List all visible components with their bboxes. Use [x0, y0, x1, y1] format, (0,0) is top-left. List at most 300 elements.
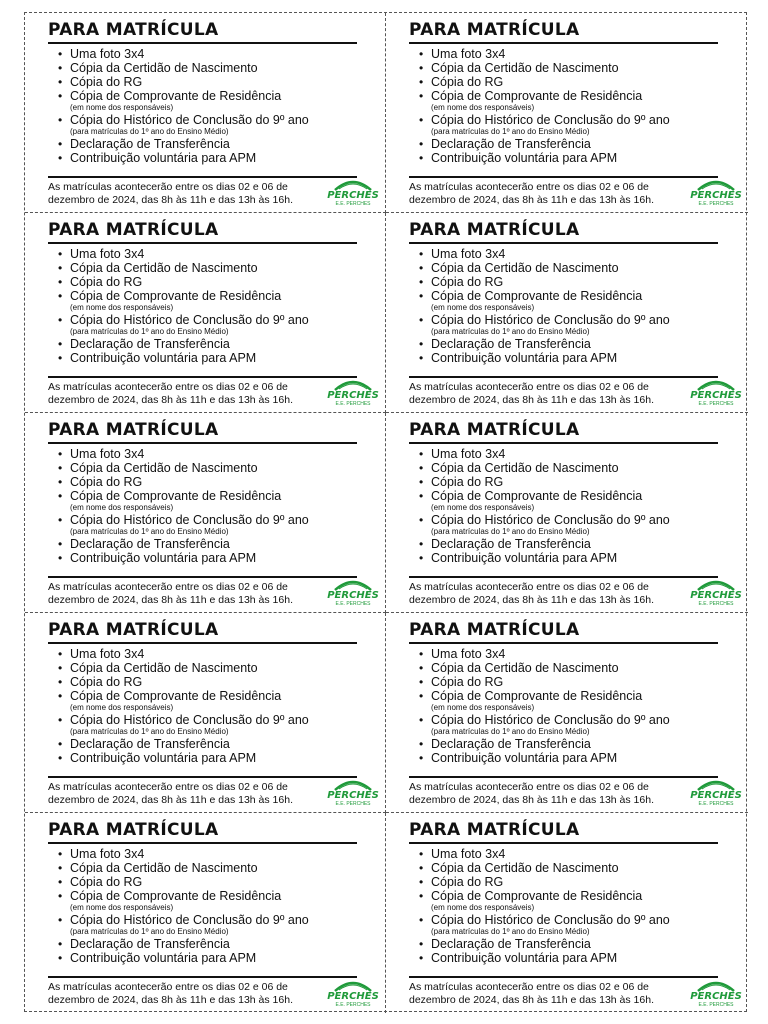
- requirement-label: Cópia da Certidão de Nascimento: [431, 861, 619, 875]
- logo-subtitle: E.E. PERCHES: [335, 601, 371, 607]
- card-title: PARA MATRÍCULA: [48, 620, 357, 644]
- requirement-label: Cópia da Certidão de Nascimento: [70, 61, 258, 75]
- requirement-label: Uma foto 3x4: [431, 47, 506, 61]
- enrollment-card: [25, 13, 386, 213]
- requirement-label: Cópia do RG: [70, 75, 143, 89]
- logo-subtitle: E.E. PERCHES: [698, 1002, 734, 1008]
- requirement-note: (para matrículas do 1º ano do Ensino Médio): [431, 327, 590, 336]
- requirement-label: Uma foto 3x4: [70, 47, 145, 61]
- bullet-icon: •: [58, 937, 63, 951]
- requirement-item: [48, 247, 373, 261]
- bullet-icon: •: [58, 713, 63, 727]
- enrollment-dates-text: As matrículas acontecerão entre os dias 02 e 06 de dezembro de 2024, das 8h às 11h e das 13h às 16h.: [48, 181, 293, 206]
- school-logo-icon: [327, 776, 379, 808]
- bullet-icon: •: [419, 713, 424, 727]
- bullet-icon: •: [58, 551, 63, 565]
- requirement-item: [409, 261, 736, 275]
- card-title: PARA MATRÍCULA: [48, 820, 357, 844]
- requirement-label: Cópia da Certidão de Nascimento: [431, 661, 619, 675]
- logo-subtitle: E.E. PERCHES: [698, 201, 734, 207]
- logo-text: PERCHES: [690, 190, 742, 201]
- bullet-icon: •: [419, 113, 424, 127]
- enrollment-dates-text: As matrículas acontecerão entre os dias 02 e 06 de dezembro de 2024, das 8h às 11h e das 13h às 16h.: [48, 781, 293, 806]
- bullet-icon: •: [58, 289, 63, 303]
- bullet-icon: •: [58, 475, 63, 489]
- bullet-icon: •: [58, 889, 63, 903]
- requirement-item: [48, 61, 373, 75]
- enrollment-dates: [48, 776, 357, 807]
- requirement-item: [409, 61, 736, 75]
- enrollment-dates: [409, 176, 718, 207]
- requirement-note: (para matrículas do 1º ano do Ensino Médio): [70, 127, 229, 136]
- requirement-item: [409, 675, 736, 689]
- requirements-list: [409, 447, 736, 565]
- enrollment-dates: [48, 376, 357, 407]
- bullet-icon: •: [419, 647, 424, 661]
- bullet-icon: •: [419, 313, 424, 327]
- enrollment-card: [386, 413, 748, 613]
- requirements-list: [409, 647, 736, 765]
- enrollment-dates: [409, 376, 718, 407]
- requirement-item: [409, 447, 736, 461]
- bullet-icon: •: [58, 513, 63, 527]
- requirement-item: [409, 913, 736, 936]
- requirement-item: [48, 847, 373, 861]
- requirement-item: [409, 137, 736, 151]
- requirement-label: Cópia da Certidão de Nascimento: [431, 461, 619, 475]
- requirement-item: [409, 751, 736, 765]
- enrollment-card: [25, 213, 386, 413]
- bullet-icon: •: [58, 647, 63, 661]
- requirement-note: (em nome dos responsáveis): [431, 703, 535, 712]
- requirement-label: Cópia de Comprovante de Residência: [431, 89, 643, 103]
- requirement-item: [48, 875, 373, 889]
- bullet-icon: •: [419, 513, 424, 527]
- bullet-icon: •: [419, 551, 424, 565]
- enrollment-card: [25, 413, 386, 613]
- requirement-label: Contribuição voluntária para APM: [70, 751, 257, 765]
- school-logo-icon: [690, 576, 742, 608]
- requirement-note: (para matrículas do 1º ano do Ensino Médio): [431, 127, 590, 136]
- requirement-label: Declaração de Transferência: [70, 737, 230, 751]
- bullet-icon: •: [58, 489, 63, 503]
- logo-subtitle: E.E. PERCHES: [335, 801, 371, 807]
- bullet-icon: •: [58, 337, 63, 351]
- requirement-label: Uma foto 3x4: [431, 447, 506, 461]
- requirement-item: [48, 737, 373, 751]
- bullet-icon: •: [58, 75, 63, 89]
- logo-text: PERCHES: [690, 390, 742, 401]
- requirement-label: Declaração de Transferência: [431, 937, 591, 951]
- requirement-item: [48, 647, 373, 661]
- bullet-icon: •: [419, 689, 424, 703]
- bullet-icon: •: [58, 447, 63, 461]
- requirement-label: Declaração de Transferência: [70, 937, 230, 951]
- enrollment-dates-text: As matrículas acontecerão entre os dias 02 e 06 de dezembro de 2024, das 8h às 11h e das 13h às 16h.: [409, 781, 654, 806]
- requirement-note: (em nome dos responsáveis): [70, 503, 174, 512]
- requirement-label: Declaração de Transferência: [431, 537, 591, 551]
- bullet-icon: •: [58, 689, 63, 703]
- logo-text: PERCHES: [327, 991, 379, 1002]
- requirements-list: [48, 247, 373, 365]
- requirement-item: [409, 847, 736, 861]
- logo-subtitle: E.E. PERCHES: [335, 1002, 371, 1008]
- bullet-icon: •: [58, 247, 63, 261]
- requirement-item: [48, 689, 373, 712]
- requirement-item: [48, 275, 373, 289]
- requirement-label: Uma foto 3x4: [431, 647, 506, 661]
- enrollment-card: [386, 613, 748, 813]
- requirement-label: Cópia da Certidão de Nascimento: [70, 261, 258, 275]
- requirement-label: Declaração de Transferência: [431, 737, 591, 751]
- requirement-note: (em nome dos responsáveis): [70, 103, 174, 112]
- requirement-label: Contribuição voluntária para APM: [431, 751, 618, 765]
- enrollment-dates: [48, 976, 357, 1007]
- requirements-list: [48, 47, 373, 165]
- requirement-label: Cópia do RG: [431, 675, 504, 689]
- logo-text: PERCHES: [690, 991, 742, 1002]
- bullet-icon: •: [419, 951, 424, 965]
- requirement-item: [409, 737, 736, 751]
- requirement-label: Declaração de Transferência: [70, 537, 230, 551]
- bullet-icon: •: [58, 461, 63, 475]
- bullet-icon: •: [419, 489, 424, 503]
- bullet-icon: •: [419, 847, 424, 861]
- bullet-icon: •: [419, 913, 424, 927]
- requirement-label: Cópia de Comprovante de Residência: [70, 289, 282, 303]
- bullet-icon: •: [419, 137, 424, 151]
- school-logo-icon: [327, 576, 379, 608]
- requirement-item: [48, 913, 373, 936]
- requirement-label: Cópia da Certidão de Nascimento: [431, 61, 619, 75]
- card-title: PARA MATRÍCULA: [409, 820, 718, 844]
- requirement-item: [409, 289, 736, 312]
- bullet-icon: •: [58, 137, 63, 151]
- requirement-note: (em nome dos responsáveis): [431, 303, 535, 312]
- requirement-label: Cópia do RG: [431, 875, 504, 889]
- requirement-label: Cópia da Certidão de Nascimento: [70, 661, 258, 675]
- requirement-label: Cópia do RG: [70, 675, 143, 689]
- requirement-item: [48, 351, 373, 365]
- requirement-label: Cópia de Comprovante de Residência: [70, 689, 282, 703]
- requirement-item: [409, 513, 736, 536]
- requirement-item: [409, 337, 736, 351]
- requirement-label: Cópia do Histórico de Conclusão do 9º ano: [431, 313, 670, 327]
- enrollment-dates-text: As matrículas acontecerão entre os dias 02 e 06 de dezembro de 2024, das 8h às 11h e das 13h às 16h.: [48, 581, 293, 606]
- requirement-label: Cópia do RG: [70, 875, 143, 889]
- requirement-note: (em nome dos responsáveis): [431, 903, 535, 912]
- bullet-icon: •: [419, 675, 424, 689]
- requirement-item: [48, 861, 373, 875]
- bullet-icon: •: [419, 61, 424, 75]
- requirement-label: Cópia do RG: [431, 475, 504, 489]
- requirement-item: [409, 875, 736, 889]
- requirement-item: [48, 751, 373, 765]
- enrollment-dates-text: As matrículas acontecerão entre os dias 02 e 06 de dezembro de 2024, das 8h às 11h e das 13h às 16h.: [48, 981, 293, 1006]
- enrollment-card: [386, 13, 748, 213]
- bullet-icon: •: [419, 447, 424, 461]
- requirement-label: Contribuição voluntária para APM: [70, 351, 257, 365]
- logo-subtitle: E.E. PERCHES: [335, 201, 371, 207]
- bullet-icon: •: [58, 661, 63, 675]
- requirement-item: [409, 551, 736, 565]
- requirement-item: [409, 89, 736, 112]
- bullet-icon: •: [419, 861, 424, 875]
- requirement-label: Cópia do Histórico de Conclusão do 9º ano: [431, 913, 670, 927]
- bullet-icon: •: [58, 913, 63, 927]
- enrollment-card: [386, 813, 748, 1013]
- requirement-label: Declaração de Transferência: [431, 137, 591, 151]
- bullet-icon: •: [58, 861, 63, 875]
- enrollment-card: [25, 813, 386, 1013]
- flyer-sheet: [24, 12, 747, 1012]
- bullet-icon: •: [419, 351, 424, 365]
- bullet-icon: •: [58, 89, 63, 103]
- bullet-icon: •: [419, 737, 424, 751]
- bullet-icon: •: [419, 661, 424, 675]
- requirement-item: [48, 889, 373, 912]
- requirements-list: [409, 847, 736, 965]
- requirement-label: Uma foto 3x4: [70, 247, 145, 261]
- enrollment-dates: [48, 176, 357, 207]
- requirement-label: Cópia do RG: [70, 275, 143, 289]
- requirement-label: Contribuição voluntária para APM: [431, 951, 618, 965]
- requirement-item: [409, 351, 736, 365]
- school-logo-icon: [327, 977, 379, 1009]
- requirement-item: [409, 937, 736, 951]
- requirement-item: [409, 75, 736, 89]
- requirement-note: (para matrículas do 1º ano do Ensino Médio): [70, 927, 229, 936]
- requirement-item: [48, 151, 373, 165]
- requirement-note: (em nome dos responsáveis): [70, 303, 174, 312]
- requirement-item: [409, 713, 736, 736]
- bullet-icon: •: [419, 337, 424, 351]
- requirement-item: [48, 75, 373, 89]
- school-logo-icon: [690, 176, 742, 208]
- requirement-label: Cópia de Comprovante de Residência: [431, 289, 643, 303]
- bullet-icon: •: [419, 261, 424, 275]
- requirement-item: [48, 289, 373, 312]
- requirement-label: Cópia do Histórico de Conclusão do 9º ano: [431, 513, 670, 527]
- requirement-label: Cópia de Comprovante de Residência: [70, 489, 282, 503]
- requirement-item: [48, 675, 373, 689]
- bullet-icon: •: [58, 751, 63, 765]
- logo-subtitle: E.E. PERCHES: [335, 401, 371, 407]
- school-logo-icon: [690, 977, 742, 1009]
- enrollment-dates: [48, 576, 357, 607]
- school-logo-icon: [690, 376, 742, 408]
- logo-subtitle: E.E. PERCHES: [698, 801, 734, 807]
- logo-text: PERCHES: [327, 790, 379, 801]
- bullet-icon: •: [58, 275, 63, 289]
- requirement-item: [409, 661, 736, 675]
- bullet-icon: •: [58, 261, 63, 275]
- bullet-icon: •: [419, 47, 424, 61]
- bullet-icon: •: [58, 151, 63, 165]
- requirement-label: Cópia do Histórico de Conclusão do 9º ano: [70, 913, 309, 927]
- enrollment-dates-text: As matrículas acontecerão entre os dias 02 e 06 de dezembro de 2024, das 8h às 11h e das 13h às 16h.: [409, 381, 654, 406]
- requirement-label: Cópia da Certidão de Nascimento: [431, 261, 619, 275]
- requirement-label: Cópia do Histórico de Conclusão do 9º ano: [431, 113, 670, 127]
- bullet-icon: •: [58, 47, 63, 61]
- requirement-item: [48, 261, 373, 275]
- requirement-label: Uma foto 3x4: [70, 447, 145, 461]
- requirements-list: [409, 47, 736, 165]
- requirement-item: [48, 951, 373, 965]
- requirement-item: [409, 889, 736, 912]
- requirement-label: Uma foto 3x4: [431, 247, 506, 261]
- bullet-icon: •: [58, 313, 63, 327]
- bullet-icon: •: [419, 247, 424, 261]
- requirement-label: Cópia do Histórico de Conclusão do 9º ano: [70, 313, 309, 327]
- requirement-item: [409, 113, 736, 136]
- bullet-icon: •: [419, 151, 424, 165]
- requirement-note: (para matrículas do 1º ano do Ensino Médio): [431, 927, 590, 936]
- requirement-label: Contribuição voluntária para APM: [431, 151, 618, 165]
- logo-text: PERCHES: [327, 390, 379, 401]
- requirement-note: (em nome dos responsáveis): [70, 903, 174, 912]
- requirement-note: (para matrículas do 1º ano do Ensino Médio): [70, 327, 229, 336]
- bullet-icon: •: [419, 475, 424, 489]
- requirement-item: [409, 537, 736, 551]
- bullet-icon: •: [419, 875, 424, 889]
- enrollment-dates: [409, 576, 718, 607]
- requirements-list: [48, 847, 373, 965]
- school-logo-icon: [690, 776, 742, 808]
- requirement-note: (para matrículas do 1º ano do Ensino Médio): [431, 527, 590, 536]
- requirements-list: [409, 247, 736, 365]
- bullet-icon: •: [58, 737, 63, 751]
- requirement-label: Cópia de Comprovante de Residência: [431, 689, 643, 703]
- bullet-icon: •: [419, 889, 424, 903]
- requirement-label: Cópia do Histórico de Conclusão do 9º ano: [431, 713, 670, 727]
- requirement-item: [48, 713, 373, 736]
- enrollment-card: [386, 213, 748, 413]
- requirement-item: [48, 447, 373, 461]
- requirement-item: [409, 861, 736, 875]
- school-logo-icon: [327, 176, 379, 208]
- requirement-label: Contribuição voluntária para APM: [431, 351, 618, 365]
- logo-text: PERCHES: [690, 790, 742, 801]
- requirement-item: [48, 47, 373, 61]
- requirement-item: [409, 247, 736, 261]
- bullet-icon: •: [58, 61, 63, 75]
- requirement-label: Cópia de Comprovante de Residência: [431, 889, 643, 903]
- card-title: PARA MATRÍCULA: [409, 620, 718, 644]
- bullet-icon: •: [419, 75, 424, 89]
- requirement-item: [409, 489, 736, 512]
- bullet-icon: •: [58, 847, 63, 861]
- requirement-item: [409, 275, 736, 289]
- requirement-item: [48, 551, 373, 565]
- card-title: PARA MATRÍCULA: [409, 220, 718, 244]
- bullet-icon: •: [419, 751, 424, 765]
- requirement-note: (para matrículas do 1º ano do Ensino Médio): [70, 527, 229, 536]
- requirement-note: (em nome dos responsáveis): [431, 103, 535, 112]
- school-logo-icon: [327, 376, 379, 408]
- logo-text: PERCHES: [327, 590, 379, 601]
- requirement-item: [48, 137, 373, 151]
- bullet-icon: •: [419, 289, 424, 303]
- requirement-label: Contribuição voluntária para APM: [70, 551, 257, 565]
- bullet-icon: •: [419, 89, 424, 103]
- requirement-label: Cópia de Comprovante de Residência: [431, 489, 643, 503]
- requirement-item: [48, 89, 373, 112]
- requirement-label: Cópia da Certidão de Nascimento: [70, 461, 258, 475]
- bullet-icon: •: [419, 275, 424, 289]
- requirement-label: Cópia do RG: [70, 475, 143, 489]
- requirement-label: Declaração de Transferência: [70, 137, 230, 151]
- requirement-label: Uma foto 3x4: [431, 847, 506, 861]
- card-title: PARA MATRÍCULA: [409, 420, 718, 444]
- requirements-list: [48, 647, 373, 765]
- requirement-item: [48, 337, 373, 351]
- requirement-label: Cópia de Comprovante de Residência: [70, 89, 282, 103]
- enrollment-dates: [409, 976, 718, 1007]
- requirement-item: [48, 537, 373, 551]
- card-title: PARA MATRÍCULA: [48, 420, 357, 444]
- bullet-icon: •: [58, 951, 63, 965]
- bullet-icon: •: [58, 113, 63, 127]
- requirement-label: Cópia do RG: [431, 275, 504, 289]
- requirement-label: Contribuição voluntária para APM: [70, 151, 257, 165]
- requirement-item: [409, 475, 736, 489]
- logo-text: PERCHES: [690, 590, 742, 601]
- requirement-item: [48, 475, 373, 489]
- requirement-item: [409, 689, 736, 712]
- requirement-label: Cópia de Comprovante de Residência: [70, 889, 282, 903]
- card-title: PARA MATRÍCULA: [48, 20, 357, 44]
- requirements-list: [48, 447, 373, 565]
- requirement-label: Cópia do Histórico de Conclusão do 9º ano: [70, 113, 309, 127]
- requirement-item: [48, 461, 373, 475]
- logo-text: PERCHES: [327, 190, 379, 201]
- requirement-label: Uma foto 3x4: [70, 847, 145, 861]
- requirement-item: [48, 489, 373, 512]
- enrollment-dates-text: As matrículas acontecerão entre os dias 02 e 06 de dezembro de 2024, das 8h às 11h e das 13h às 16h.: [409, 981, 654, 1006]
- requirement-item: [409, 313, 736, 336]
- enrollment-dates: [409, 776, 718, 807]
- bullet-icon: •: [58, 537, 63, 551]
- bullet-icon: •: [419, 461, 424, 475]
- logo-subtitle: E.E. PERCHES: [698, 401, 734, 407]
- requirement-label: Cópia do Histórico de Conclusão do 9º ano: [70, 713, 309, 727]
- bullet-icon: •: [58, 675, 63, 689]
- requirement-label: Uma foto 3x4: [70, 647, 145, 661]
- requirement-item: [409, 951, 736, 965]
- card-title: PARA MATRÍCULA: [48, 220, 357, 244]
- enrollment-dates-text: As matrículas acontecerão entre os dias 02 e 06 de dezembro de 2024, das 8h às 11h e das 13h às 16h.: [48, 381, 293, 406]
- bullet-icon: •: [419, 937, 424, 951]
- requirement-note: (para matrículas do 1º ano do Ensino Médio): [70, 727, 229, 736]
- enrollment-dates-text: As matrículas acontecerão entre os dias 02 e 06 de dezembro de 2024, das 8h às 11h e das 13h às 16h.: [409, 581, 654, 606]
- requirement-item: [409, 151, 736, 165]
- card-title: PARA MATRÍCULA: [409, 20, 718, 44]
- requirement-item: [48, 937, 373, 951]
- requirement-label: Contribuição voluntária para APM: [70, 951, 257, 965]
- requirement-label: Cópia do Histórico de Conclusão do 9º ano: [70, 513, 309, 527]
- requirement-item: [48, 661, 373, 675]
- enrollment-dates-text: As matrículas acontecerão entre os dias 02 e 06 de dezembro de 2024, das 8h às 11h e das 13h às 16h.: [409, 181, 654, 206]
- requirement-note: (em nome dos responsáveis): [70, 703, 174, 712]
- requirement-item: [48, 113, 373, 136]
- requirement-item: [409, 461, 736, 475]
- requirement-item: [48, 513, 373, 536]
- requirement-label: Declaração de Transferência: [431, 337, 591, 351]
- requirement-label: Declaração de Transferência: [70, 337, 230, 351]
- enrollment-card: [25, 613, 386, 813]
- requirement-item: [48, 313, 373, 336]
